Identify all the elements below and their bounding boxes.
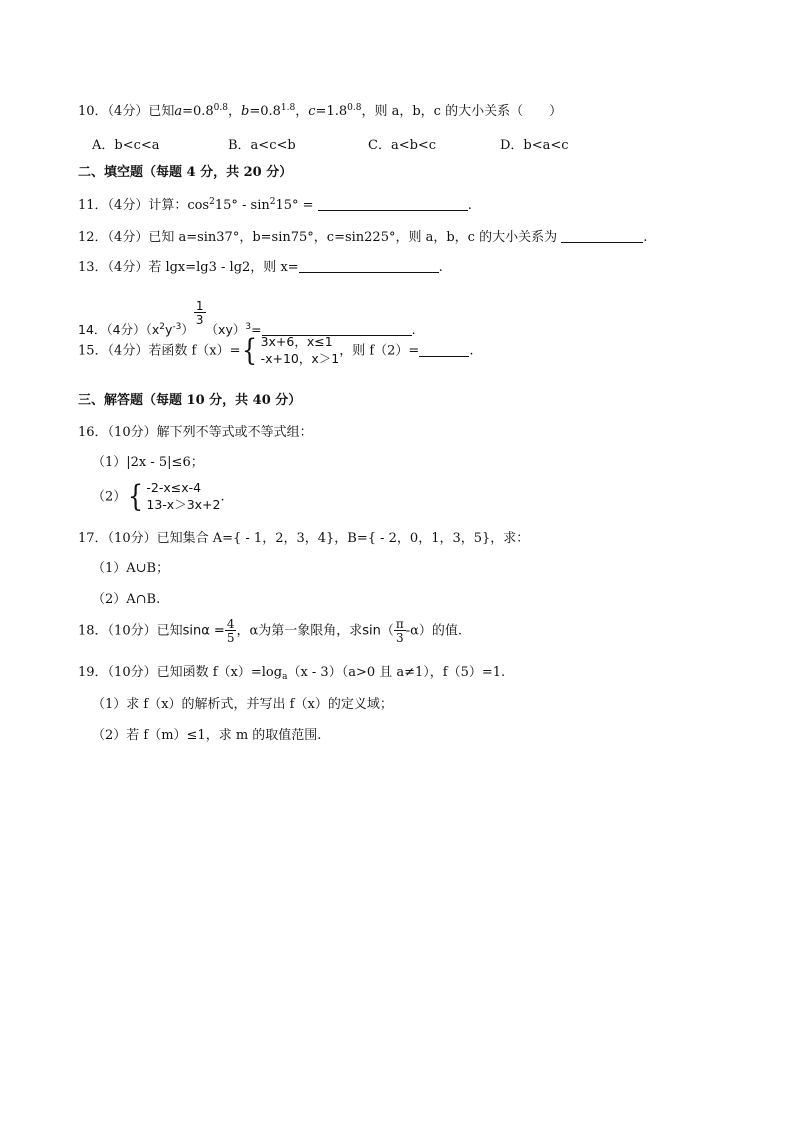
answer-blank: [318, 198, 468, 211]
option-d: D．b<a<c: [500, 138, 569, 153]
question-18: 18．（10分）已知sinα = $\frac{4}{5}$ ，α为第一象限角，求sin（ $\frac{\pi}{3}$ -α）的值.: [78, 617, 463, 645]
question-14: 14．（4分）$(x^2y^{-3})$ $\frac{1}{3}$ （xy）$^3$= .: [78, 299, 416, 337]
exponent-fraction: $\frac{1}{3}$: [195, 299, 204, 327]
answer-blank: [299, 260, 439, 273]
question-17-part-1: （1）A∪B；: [92, 561, 170, 576]
question-16-stem: 16．（10分）解下列不等式或不等式组：: [78, 425, 313, 440]
question-16-part-2: （2）{ -2-x≤x-4 13-x＞3x+2 .: [92, 478, 225, 514]
inequality-system: -2-x≤x-4 13-x＞3x+2: [146, 480, 221, 512]
section-3-header: 三、解答题（每题 10 分，共 40 分）: [78, 393, 302, 408]
piecewise-cases: 3x+6，x≤1 -x+10，x＞1: [260, 334, 340, 366]
fraction-4-5: $\frac{4}{5}$: [226, 617, 235, 645]
answer-blank: [561, 230, 643, 243]
question-16-part-1: （1）|2x - 5|≤6；: [92, 455, 204, 470]
question-19-part-2: （2）若 f（m）≤1，求 m 的取值范围.: [92, 728, 322, 743]
question-19-stem: 19．（10分）已知函数 $f(x)=\log_a(x - 3)(a>0$ 且 a≠1），f（5）=1.: [78, 665, 506, 682]
left-brace: {: [242, 332, 258, 368]
option-a: A．b<c<a: [92, 138, 160, 153]
question-15: 15．（4分）若函数 f（x）={ 3x+6，x≤1 -x+10，x＞1 ，则 f（2）= .: [78, 332, 474, 368]
left-brace: {: [128, 478, 144, 514]
section-2-header: 二、填空题（每题 4 分，共 20 分）: [78, 165, 293, 180]
question-10-stem: 10．（4分）已知$a=0.8^{0.8}$，$b=0.8^{1.8}$，$c=1.8^{0.8}$，则 a，b，c 的大小关系（ ）: [78, 103, 563, 119]
question-19-part-1: （1）求 f（x）的解析式，并写出 f（x）的定义域；: [92, 697, 393, 712]
question-17-part-2: （2）A∩B.: [92, 592, 161, 607]
option-b: B．a<c<b: [228, 138, 296, 153]
question-17-stem: 17．（10分）已知集合 A={ - 1，2，3，4}，B={ - 2，0，1，3，5}，求：: [78, 531, 530, 546]
answer-blank: [419, 344, 469, 357]
option-c: C．a<b<c: [368, 138, 437, 153]
fraction-pi-3: $\frac{\pi}{3}$: [395, 617, 404, 645]
question-13: 13．（4分）若 lgx=lg3 - lg2，则 x= .: [78, 260, 443, 275]
question-11: 11．（4分）计算：$\cos^215^\circ - \sin^215^\circ$ = .: [78, 197, 472, 213]
question-12: 12．（4分）已知 a=sin37°，b=sin75°，c=sin225°，则 a，b，c 的大小关系为 .: [78, 230, 648, 245]
